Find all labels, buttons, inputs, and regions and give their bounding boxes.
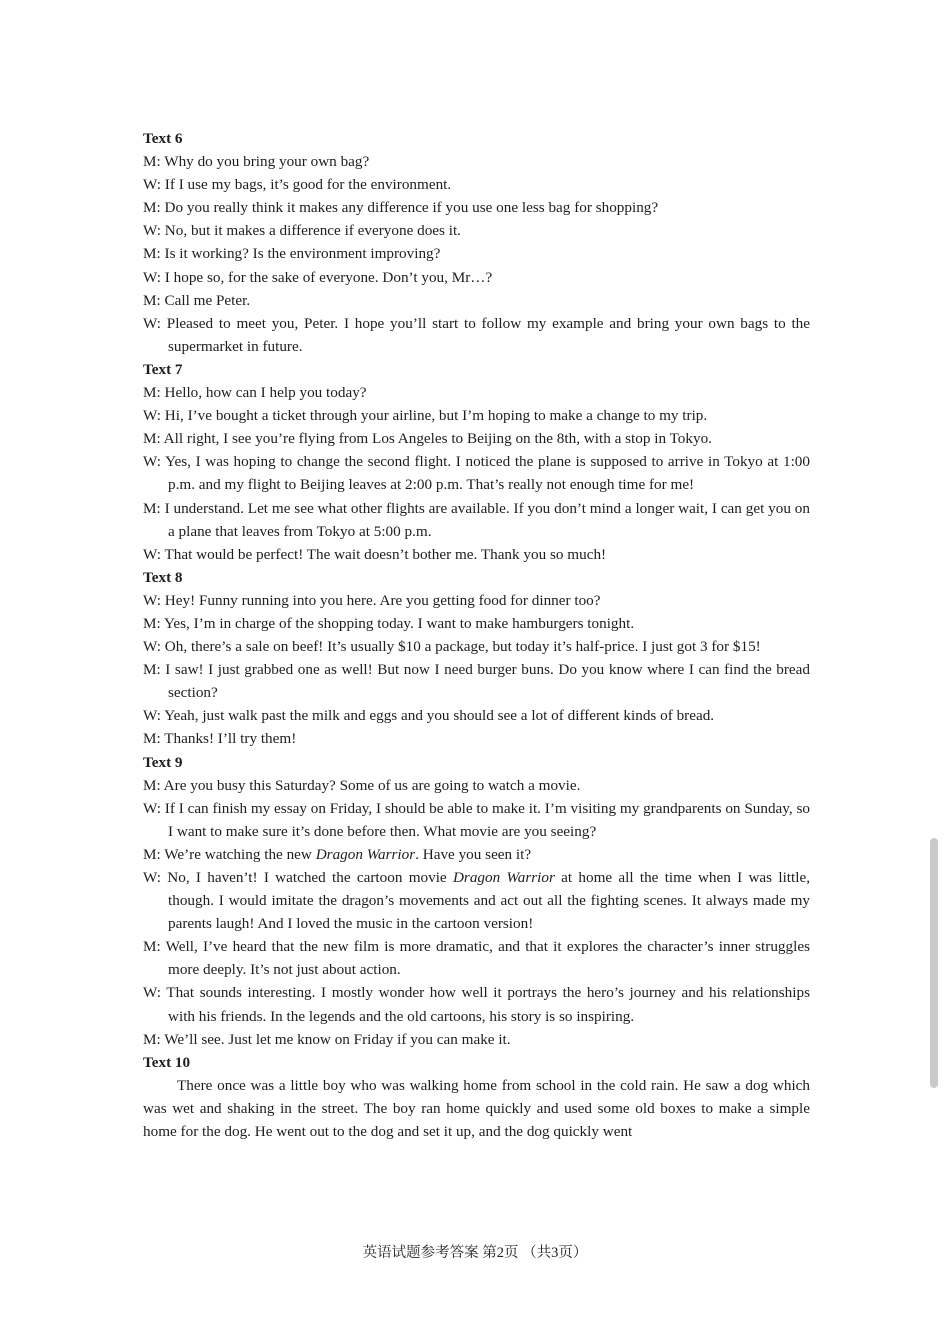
dialogue-line [143,866,810,935]
dialogue-line: W: No, but it makes a difference if everyone does it. [143,222,461,240]
dialogue-line: W: Yeah, just walk past the milk and eggs and you should see a lot of different kinds of bread. [143,707,715,725]
dialogue-line: M: Do you really think it makes any difference if you use one less bag for shopping? [143,199,659,217]
dialogue-line: W: Yes, I was hoping to change the second flight. I noticed the plane is supposed to arrive in Tokyo at 1:00 p.m. and my flight to Beijing leaves at 2:00 p.m. That’s really not enough time for me! [143,453,810,494]
section-heading: Text 8 [143,568,183,586]
line-text: W: No, I haven’t! I watched the cartoon movie [143,869,453,886]
passage-paragraph: There once was a little boy who was walking home from school in the cold rain. He saw a dog which was wet and shaking in the street. The boy ran home quickly and used some old boxes to make a simple home for the dog. He went out to the dog and set it up, and the dog quickly went [143,1076,810,1141]
dialogue-line: M: Are you busy this Saturday? Some of us are going to watch a movie. [143,776,581,794]
section-heading: Text 10 [143,1053,191,1071]
dialogue-line: M: We’ll see. Just let me know on Friday if you can make it. [143,1030,511,1048]
movie-title: Dragon Warrior [315,845,416,863]
dialogue-line: W: That sounds interesting. I mostly wonder how well it portrays the hero’s journey and his relationships with his friends. In the legends and the old cartoons, his story is so inspiring. [143,984,810,1025]
dialogue-line: W: Hey! Funny running into you here. Are you getting food for dinner too? [143,591,601,609]
dialogue-line: W: Pleased to meet you, Peter. I hope you’ll start to follow my example and bring your own bags to the supermarket in future. [143,314,810,355]
section-heading: Text 9 [143,753,183,771]
line-text: M: We’re watching the new [143,845,316,863]
text-section [143,566,810,751]
document-page [143,127,810,1143]
dialogue-line: W: That would be perfect! The wait doesn’t bother me. Thank you so much! [143,545,607,563]
dialogue-line: W: I hope so, for the sake of everyone. Don’t you, Mr…? [143,268,493,286]
text-section-10 [143,1051,810,1143]
dialogue-line [143,843,810,866]
dialogue-line: M: Yes, I’m in charge of the shopping today. I want to make hamburgers tonight. [143,614,635,632]
dialogue-line: W: Hi, I’ve bought a ticket through your airline, but I’m hoping to make a change to my trip. [143,407,708,425]
dialogue-sections [143,127,810,751]
dialogue-line: M: Is it working? Is the environment improving? [143,245,441,263]
dialogue-line: W: If I use my bags, it’s good for the environment. [143,176,452,194]
page-footer: 英语试题参考答案 第2页 （共3页） [362,1245,588,1261]
section-heading: Text 7 [143,360,183,378]
dialogue-line: W: If I can finish my essay on Friday, I should be able to make it. I’m visiting my grandparents on Sunday, so I want to make sure it’s done before then. What movie are you seeing? [143,799,810,840]
line-text: . Have you seen it? [415,845,532,863]
text-section-9 [143,751,810,1051]
text-section [143,358,810,566]
dialogue-line: M: Why do you bring your own bag? [143,153,370,171]
dialogue-line: M: Hello, how can I help you today? [143,384,367,402]
movie-title: Dragon Warrior [452,869,555,886]
dialogue-line: M: I understand. Let me see what other flights are available. If you don’t mind a longer wait, I can get you on a plane that leaves from Tokyo at 5:00 p.m. [143,499,810,540]
line-text: at home all the time when I was little, though. I would imitate the dragon’s movements and act out all the fighting scenes. It always made my parents laugh! And I loved the music in the cartoon version! [168,869,811,933]
dialogue-line: M: Thanks! I’ll try them! [143,730,297,748]
dialogue-line: M: All right, I see you’re flying from Los Angeles to Beijing on the 8th, with a stop in Tokyo. [143,430,712,448]
dialogue-line: M: I saw! I just grabbed one as well! But now I need burger buns. Do you know where I can find the bread section? [143,661,810,702]
text-section [143,127,810,358]
vertical-scrollbar[interactable] [930,838,938,1088]
dialogue-line: W: Oh, there’s a sale on beef! It’s usually $10 a package, but today it’s half-price. I just got 3 for $15! [143,638,761,656]
dialogue-line: M: Well, I’ve heard that the new film is more dramatic, and that it explores the character’s inner struggles more deeply. It’s not just about action. [143,938,810,979]
dialogue-line: M: Call me Peter. [143,291,251,309]
section-heading: Text 6 [143,130,183,147]
